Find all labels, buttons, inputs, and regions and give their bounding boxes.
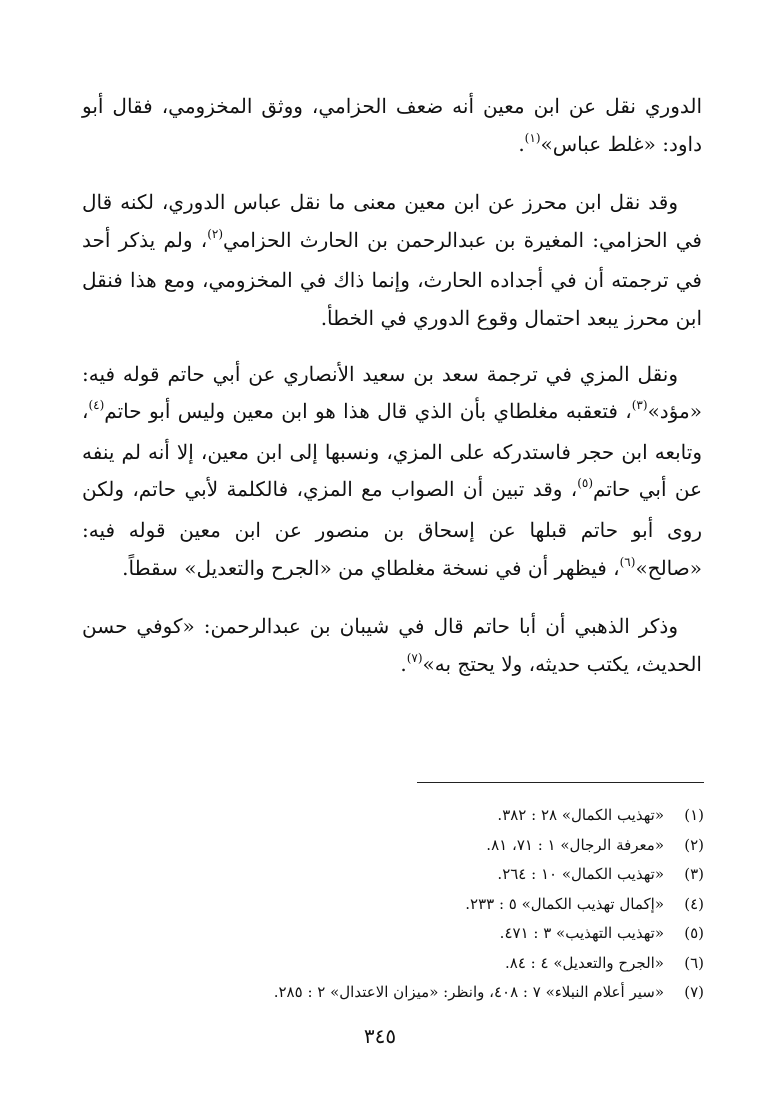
text-segment: وذكر الذهبي أن أبا حاتم قال في شيبان بن عبدالرحمن: «كوفي حسن الحديث، يكتب حديثه، ولا يحتج به» xyxy=(82,614,702,676)
footnote-number: (٧) xyxy=(684,983,704,1001)
footnote-item xyxy=(160,895,704,925)
page-number: ٣٤٥ xyxy=(363,1024,397,1048)
footnote-ref: (٤) xyxy=(88,398,105,413)
footnote-number: (٣) xyxy=(684,865,704,883)
footnote-text: «تهذيب الكمال» ١٠ : ٢٦٤. xyxy=(497,865,664,883)
footnote-ref: (٢) xyxy=(207,226,224,241)
footnote-number: (٦) xyxy=(684,953,704,972)
footnote-text: «إكمال تهذيب الكمال» ٥ : ٢٣٣. xyxy=(465,894,664,913)
paragraph xyxy=(82,356,702,591)
text-segment: الدوري نقل عن ابن معين أنه ضعف الحزامي، ووثق المخزومي، فقال أبو داود: «غلط عباس» xyxy=(82,94,702,156)
footnote-ref: (١) xyxy=(524,130,541,145)
footnote-item xyxy=(160,983,704,1013)
text-segment: ، فتعقبه مغلطاي بأن الذي قال هذا هو ابن معين وليس أبو حاتم xyxy=(104,399,632,424)
footnote-number: (١) xyxy=(684,806,704,824)
paragraph xyxy=(82,184,702,337)
text-segment: ونقل المزي في ترجمة سعد بن سعيد الأنصاري عن أبي حاتم قوله فيه: «مؤد» xyxy=(82,361,702,424)
paragraph xyxy=(82,608,702,686)
text-segment: ، ولم يذكر أحد في ترجمته أن في أجداده الحارث، وإنما ذاك في المخزومي، ومع هذا فنقل ابن محرز يبعد احتمال وقوع الدوري في الخطأ. xyxy=(82,227,702,330)
footnote-number: (٤) xyxy=(684,894,704,913)
footnote-ref: (٣) xyxy=(631,398,648,413)
text-segment: . xyxy=(518,131,525,156)
footnote-item xyxy=(160,806,704,836)
footnote-ref: (٦) xyxy=(619,554,636,569)
footnotes xyxy=(160,806,704,1013)
main-text xyxy=(82,88,702,704)
footnote-item xyxy=(160,954,704,984)
footnote-ref: (٧) xyxy=(406,650,423,665)
text-segment: ، وتابعه ابن حجر فاستدركه على المزي، ونسبها إلى ابن معين، إلا أنه لم ينفه عن أبي حاتم xyxy=(82,399,703,502)
footnote-ref: (٥) xyxy=(577,476,594,491)
footnote-text: «معرفة الرجال» ١ : ٧١، ٨١. xyxy=(486,835,664,854)
footnote-text: «تهذيب الكمال» ٢٨ : ٣٨٢. xyxy=(497,806,664,824)
footnote-separator xyxy=(417,782,704,783)
text-segment: . xyxy=(400,651,407,676)
text-segment: وقد نقل ابن محرز عن ابن معين معنى ما نقل عباس الدوري، لكنه قال في الحزامي: المغيرة بن عبدالرحمن بن الحارث الحزامي xyxy=(82,190,702,252)
paragraph xyxy=(82,88,702,166)
footnote-text: «الجرح والتعديل» ٤ : ٨٤. xyxy=(505,953,664,972)
footnote-text: «تهذيب التهذيب» ٣ : ٤٧١. xyxy=(499,924,664,942)
text-segment: ، فيظهر أن في نسخة مغلطاي من «الجرح والتعديل» سقطاً. xyxy=(122,555,620,580)
footnote-number: (٢) xyxy=(684,835,704,854)
footnote-number: (٥) xyxy=(684,924,704,942)
text-segment: ، وقد تبين أن الصواب مع المزي، فالكلمة لأبي حاتم، ولكن روى أبو حاتم قبلها عن إسحاق بن منصور عن ابن معين قوله فيه: «صالح» xyxy=(82,477,702,580)
footnote-text: «سير أعلام النبلاء» ٧ : ٤٠٨، وانظر: «ميزان الاعتدال» ٢ : ٢٨٥. xyxy=(273,983,664,1001)
footnote-item xyxy=(160,865,704,895)
footnote-item xyxy=(160,924,704,954)
footnote-item xyxy=(160,836,704,866)
